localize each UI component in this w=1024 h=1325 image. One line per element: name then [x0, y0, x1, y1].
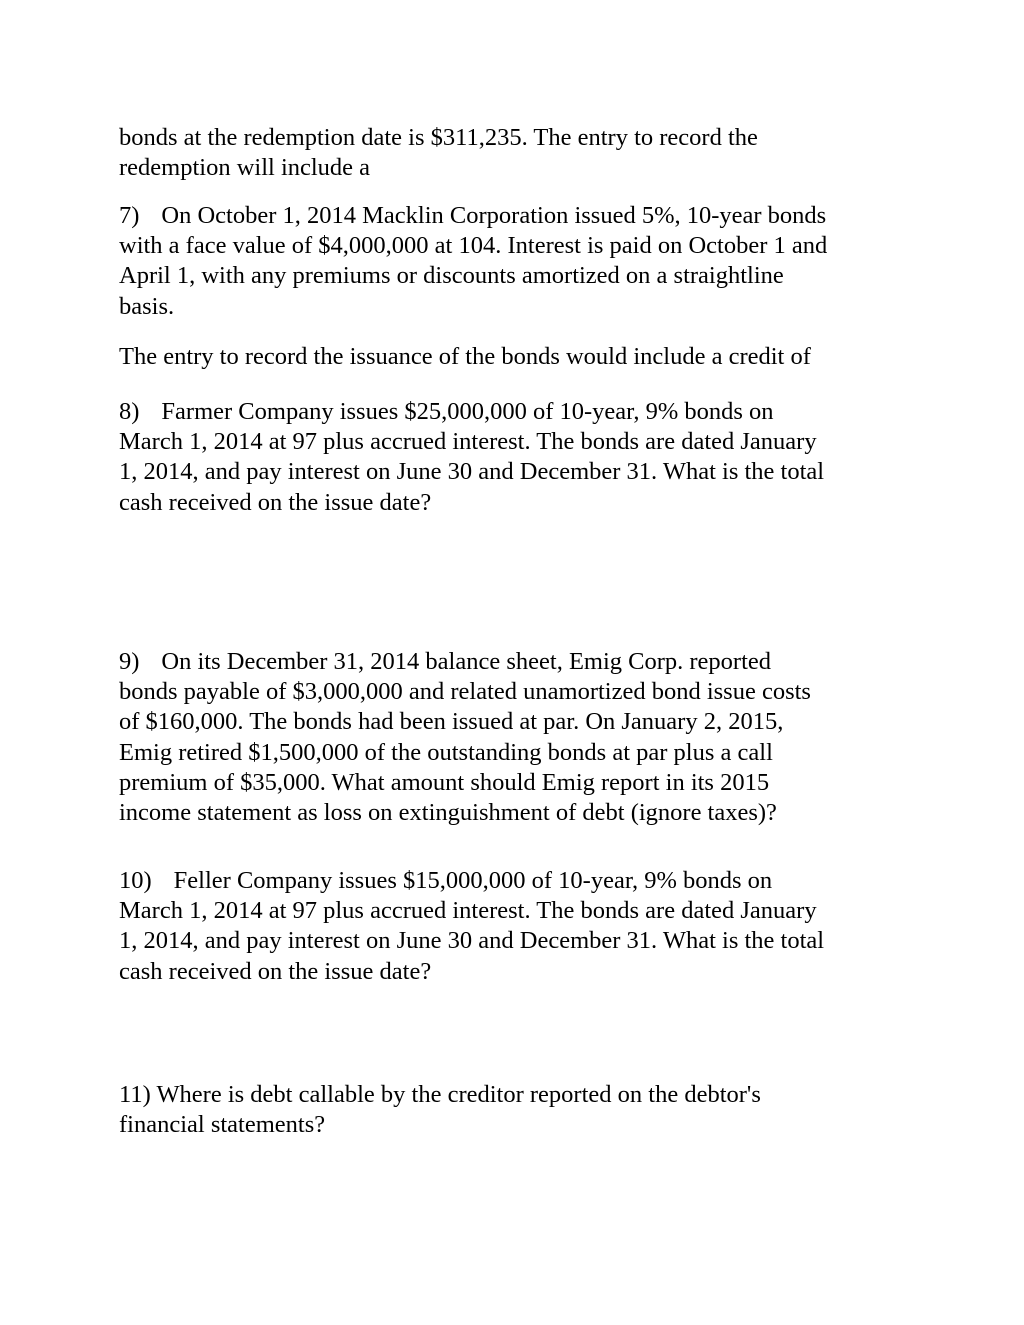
text-line: March 1, 2014 at 97 plus accrued interest. The bonds are dated January	[119, 897, 817, 925]
question-9	[119, 647, 909, 828]
text-line: March 1, 2014 at 97 plus accrued interest. The bonds are dated January	[119, 428, 817, 456]
text-line: Where is debt callable by the creditor reported on the debtor's	[156, 1081, 761, 1108]
question-number: 10)	[119, 867, 152, 894]
text-line: bonds at the redemption date is $311,235. The entry to record the	[119, 124, 758, 151]
question-11	[119, 1080, 909, 1140]
question-8	[119, 397, 909, 518]
text-line: On October 1, 2014 Macklin Corporation issued 5%, 10-year bonds	[161, 202, 827, 229]
text-line: 1, 2014, and pay interest on June 30 and December 31. What is the total	[119, 458, 825, 486]
text-line: Farmer Company issues $25,000,000 of 10-year, 9% bonds on	[161, 398, 774, 425]
text-line: Feller Company issues $15,000,000 of 10-year, 9% bonds on	[173, 867, 773, 894]
question-number: 11)	[119, 1081, 151, 1108]
question-number: 9)	[119, 648, 140, 675]
question-number: 7)	[119, 202, 140, 229]
text-line: cash received on the issue date?	[119, 957, 432, 985]
text-line: The entry to record the issuance of the bonds would include a credit of	[119, 343, 811, 370]
text-line: cash received on the issue date?	[119, 488, 432, 516]
text-line: bonds payable of $3,000,000 and related unamortized bond issue costs	[119, 678, 811, 706]
text-line: basis.	[119, 292, 175, 320]
text-line: of $160,000. The bonds had been issued at par. On January 2, 2015,	[119, 708, 784, 736]
text-line: with a face value of $4,000,000 at 104. Interest is paid on October 1 and	[119, 232, 828, 260]
text-line: redemption will include a	[119, 154, 371, 182]
question-10	[119, 866, 909, 987]
text-line: premium of $35,000. What amount should Emig report in its 2015	[119, 768, 770, 796]
text-line: On its December 31, 2014 balance sheet, Emig Corp. reported	[161, 648, 772, 675]
text-line: financial statements?	[119, 1111, 326, 1139]
continuation-paragraph	[119, 123, 909, 183]
text-line: Emig retired $1,500,000 of the outstanding bonds at par plus a call	[119, 738, 773, 766]
text-line: 1, 2014, and pay interest on June 30 and December 31. What is the total	[119, 927, 825, 955]
text-line: income statement as loss on extinguishment of debt (ignore taxes)?	[119, 799, 777, 827]
question-7	[119, 201, 909, 322]
question-7-follow-up	[119, 342, 909, 372]
text-line: April 1, with any premiums or discounts amortized on a straightline	[119, 262, 784, 290]
question-number: 8)	[119, 398, 140, 425]
